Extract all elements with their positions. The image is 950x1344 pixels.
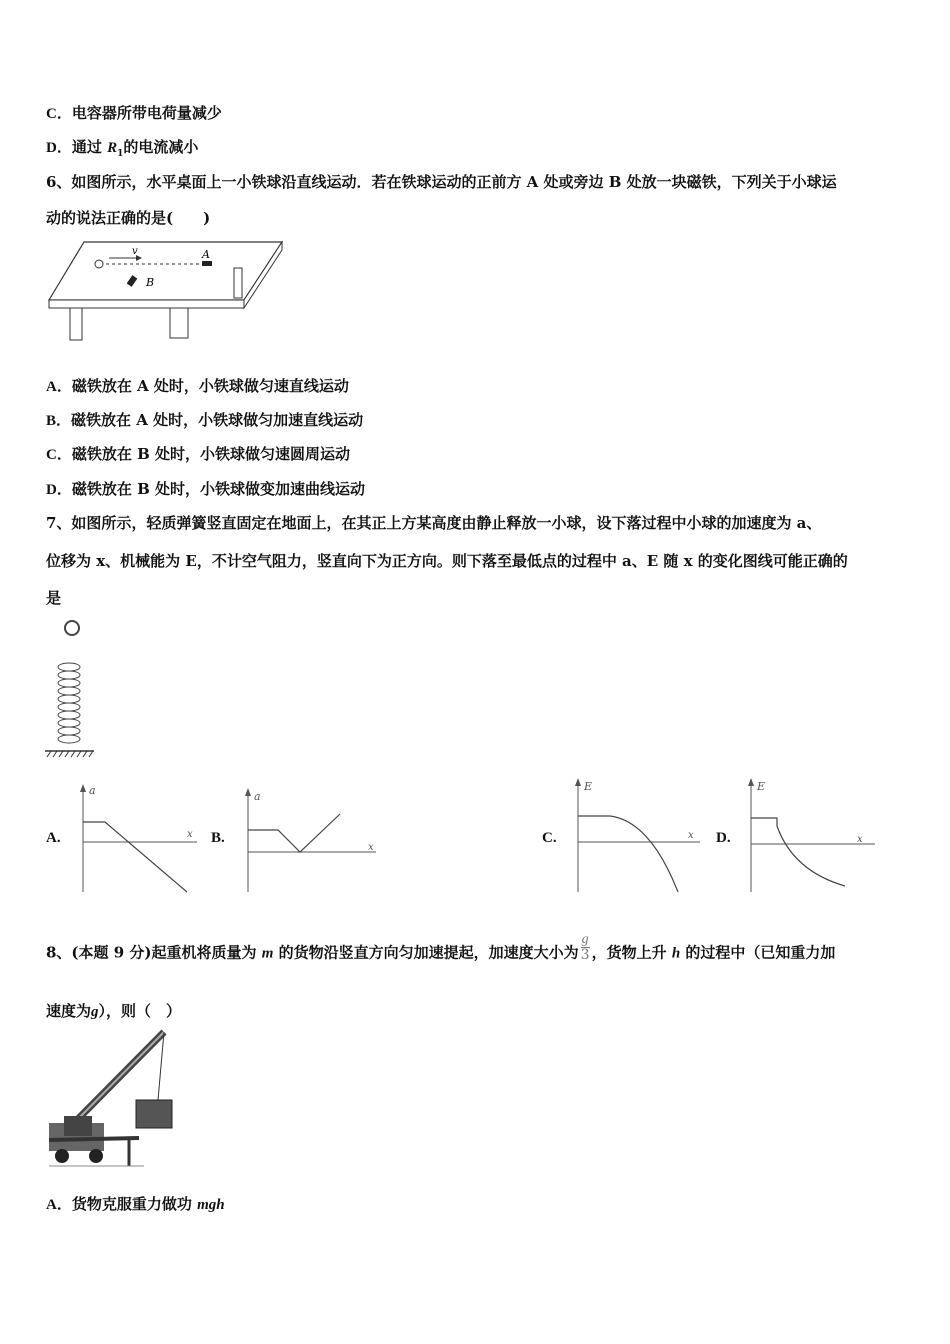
x-axis-label: x: [688, 830, 694, 841]
graph-a[interactable]: [75, 782, 200, 894]
graph-b[interactable]: [240, 786, 380, 894]
q6-stem-line2: 动的说法正确的是( ): [46, 209, 211, 227]
y-axis-label: E: [757, 780, 766, 793]
q6-option-b: [46, 409, 363, 430]
text: 的货物沿竖直方向匀加速提起，加速度大小为: [273, 943, 579, 962]
q7-stem-line1: 7、如图所示，轻质弹簧竖直固定在地面上，在其正上方某高度由静止释放一小球，设下落过程中小球的加速度为 a、: [46, 514, 822, 532]
q8-stem-line2: [46, 1000, 181, 1021]
spring-diagram: [42, 615, 97, 763]
subscript: 1: [117, 149, 124, 159]
x-axis-label: x: [368, 842, 374, 853]
velocity-label: v: [132, 246, 138, 257]
option-label: C．: [46, 447, 72, 463]
graph-a-label: A.: [46, 830, 61, 846]
option-text: 磁铁放在 B 处时，小铁球做匀速圆周运动: [71, 445, 350, 463]
q5-option-c: [46, 102, 222, 123]
point-a-label: A: [202, 248, 210, 261]
option-text: 磁铁放在 A 处时，小铁球做匀加速直线运动: [71, 411, 364, 429]
option-label: D．: [46, 140, 72, 156]
text: ，货物上升: [591, 943, 672, 962]
text: 8、(本题 9 分)起重机将质量为: [46, 943, 262, 962]
point-b-label: B: [146, 276, 155, 289]
graph-d-label: D.: [716, 830, 731, 846]
q8-stem-line1: [46, 932, 836, 969]
x-axis-label: x: [187, 829, 193, 840]
text: 的过程中（已知重力加: [680, 943, 836, 962]
option-label: B．: [46, 413, 72, 429]
crane-image: [44, 1028, 189, 1170]
option-text: 磁铁放在 B 处时，小铁球做变加速曲线运动: [71, 480, 365, 498]
option-text: 的电流减小: [123, 138, 199, 156]
table-diagram: [44, 238, 289, 343]
var-mgh: mgh: [197, 1197, 225, 1213]
q6-option-c: [46, 443, 350, 464]
var-r: R: [107, 140, 118, 156]
y-axis-label: a: [254, 790, 261, 803]
fraction-g-over-3: [581, 932, 590, 963]
text: ），则（ ）: [98, 1002, 182, 1020]
option-label: A．: [46, 379, 72, 395]
fraction-numerator: g: [581, 932, 589, 947]
option-label: A．: [46, 1197, 72, 1213]
fraction-denominator: 3: [580, 947, 590, 963]
y-axis-label: a: [89, 784, 96, 797]
q6-option-a: [46, 375, 349, 396]
y-axis-label: E: [584, 780, 593, 793]
q8-option-a: [46, 1193, 225, 1214]
x-axis-label: x: [857, 834, 863, 845]
option-label: D．: [46, 482, 72, 498]
option-text: 磁铁放在 A 处时，小铁球做匀速直线运动: [71, 377, 349, 395]
text: 速度为: [46, 1002, 92, 1020]
q7-stem-line2: 位移为 x、机械能为 E，不计空气阻力，竖直向下为正方向。则下落至最低点的过程中 a、E 随 x 的变化图线可能正确的: [46, 552, 848, 570]
q6-option-d: [46, 478, 365, 499]
option-label: C．: [46, 106, 72, 122]
graph-b-label: B.: [211, 830, 225, 846]
graph-c-label: C.: [542, 830, 557, 846]
option-text: 货物克服重力做功: [71, 1195, 198, 1213]
q5-option-d: [46, 136, 198, 159]
q7-stem-line3: 是: [46, 589, 62, 607]
q6-stem-line1: 6、如图所示，水平桌面上一小铁球沿直线运动．若在铁球运动的正前方 A 处或旁边 B 处放一块磁铁，下列关于小球运: [46, 173, 837, 191]
var-g: g: [91, 1004, 99, 1020]
var-h: h: [671, 945, 681, 962]
var-m: m: [261, 945, 274, 962]
graph-c[interactable]: [570, 776, 705, 894]
option-text: 电容器所带电荷量减少: [71, 104, 222, 122]
graph-d[interactable]: [743, 776, 878, 894]
option-text: 通过: [71, 138, 108, 156]
